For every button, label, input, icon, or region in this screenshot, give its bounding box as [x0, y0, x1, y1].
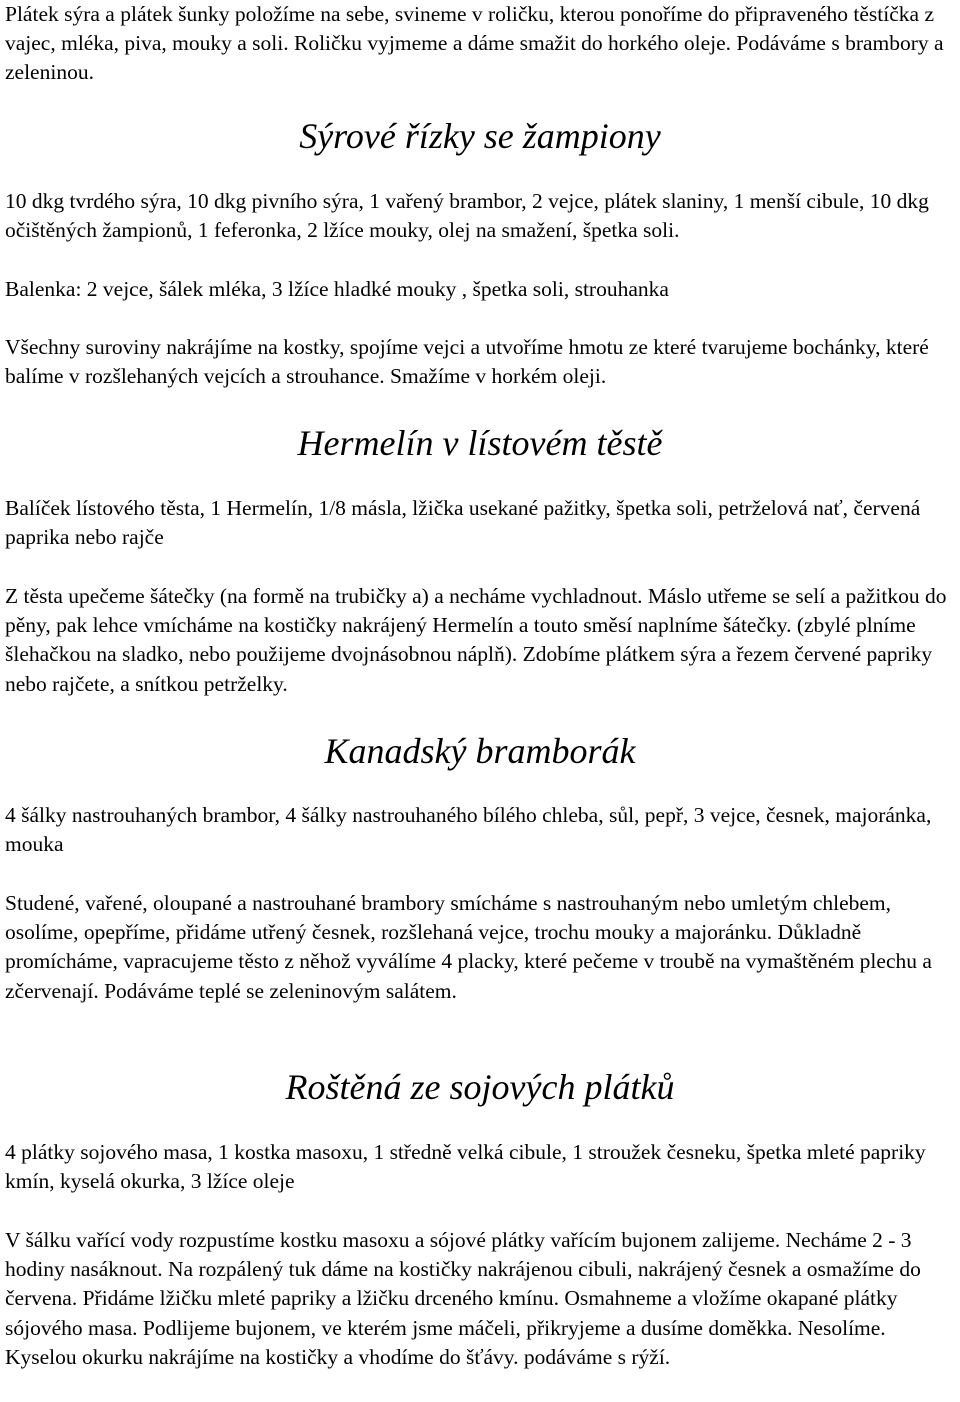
recipe-ingredients: 4 plátky sojového masa, 1 kostka masoxu, 1 středně velká cibule, 1 stroužek česneku, špetka mleté papriky kmín, kyselá okurka, 3 lžíce oleje [5, 1140, 926, 1194]
recipe-method: Studené, vařené, oloupané a nastrouhané brambory smícháme s nastrouhaným nebo umletým chlebem, osolíme, opepříme, přidáme utřený česnek, rozšlehaná vejce, trochu mouky a majoránku. Důkladně promícháme, vapracujeme těsto z něhož vyválíme 4 placky, které pečeme v troubě na vymaštěném plechu a zčervenají. Podáváme teplé se zeleninovým salátem. [5, 891, 932, 1003]
recipe-title: Kanadský bramborák [324, 731, 636, 771]
recipe-title: Sýrové řízky se žampiony [299, 116, 661, 156]
recipe-ingredients: Balíček lístového těsta, 1 Hermelín, 1/8 másla, lžička usekané pažitky, špetka soli, petrželová nať, červená paprika nebo rajče [5, 496, 921, 550]
recipe-method: Z těsta upečeme šátečky (na formě na trubičky a) a necháme vychladnout. Máslo utřeme se selí a pažitkou do pěny, pak lehce vmícháme na kostičky nakrájený Hermelín a touto směsí naplníme šátečky. (zbylé plníme šlehačkou na sladko, nebo použijeme dvojnásobnou náplň). Zdobíme plátkem sýra a řezem červené papriky nebo rajčete, a snítkou petrželky. [5, 584, 947, 696]
recipe-coating: Balenka: 2 vejce, šálek mléka, 3 lžíce hladké mouky , špetka soli, strouhanka [5, 277, 669, 301]
intro-paragraph: Plátek sýra a plátek šunky položíme na sebe, svineme v roličku, kterou ponoříme do připraveného těstíčka z vajec, mléka, piva, mouky a soli. Roličku vyjmeme a dáme smažit do horkého oleje. Podáváme s brambory a zeleninou. [5, 2, 944, 85]
recipe-title: Hermelín v lístovém těstě [297, 423, 663, 463]
recipe-ingredients: 4 šálky nastrouhaných brambor, 4 šálky nastrouhaného bílého chleba, sůl, pepř, 3 vejce, česnek, majoránka, mouka [5, 803, 932, 857]
recipe-method: V šálku vařící vody rozpustíme kostku masoxu a sójové plátky vařícím bujonem zalijeme. Necháme 2 - 3 hodiny nasáknout. Na rozpálený tuk dáme na kostičky nakrájenou cibuli, nakrájený česnek a osmažíme do červena. Přidáme lžičku mleté papriky a lžičku drceného kmínu. Osmahneme a vložíme okapané plátky sójového masa. Podlijeme bujonem, ve kterém jsme máčeli, přikryjeme a dusíme doměkka. Nesolíme. Kyselou okurku nakrájíme na kostičky a vhodíme do šťávy. podáváme s rýží. [5, 1228, 921, 1369]
recipe-method: Všechny suroviny nakrájíme na kostky, spojíme vejci a utvoříme hmotu ze které tvarujeme bochánky, které balíme v rozšlehaných vejcích a strouhance. Smažíme v horkém oleji. [5, 335, 929, 389]
recipe-title: Roštěná ze sojových plátků [285, 1067, 675, 1107]
recipe-ingredients: 10 dkg tvrdého sýra, 10 dkg pivního sýra, 1 vařený brambor, 2 vejce, plátek slaniny, 1 menší cibule, 10 dkg očištěných žampionů, 1 feferonka, 2 lžíce mouky, olej na smažení, špetka soli. [5, 189, 929, 243]
